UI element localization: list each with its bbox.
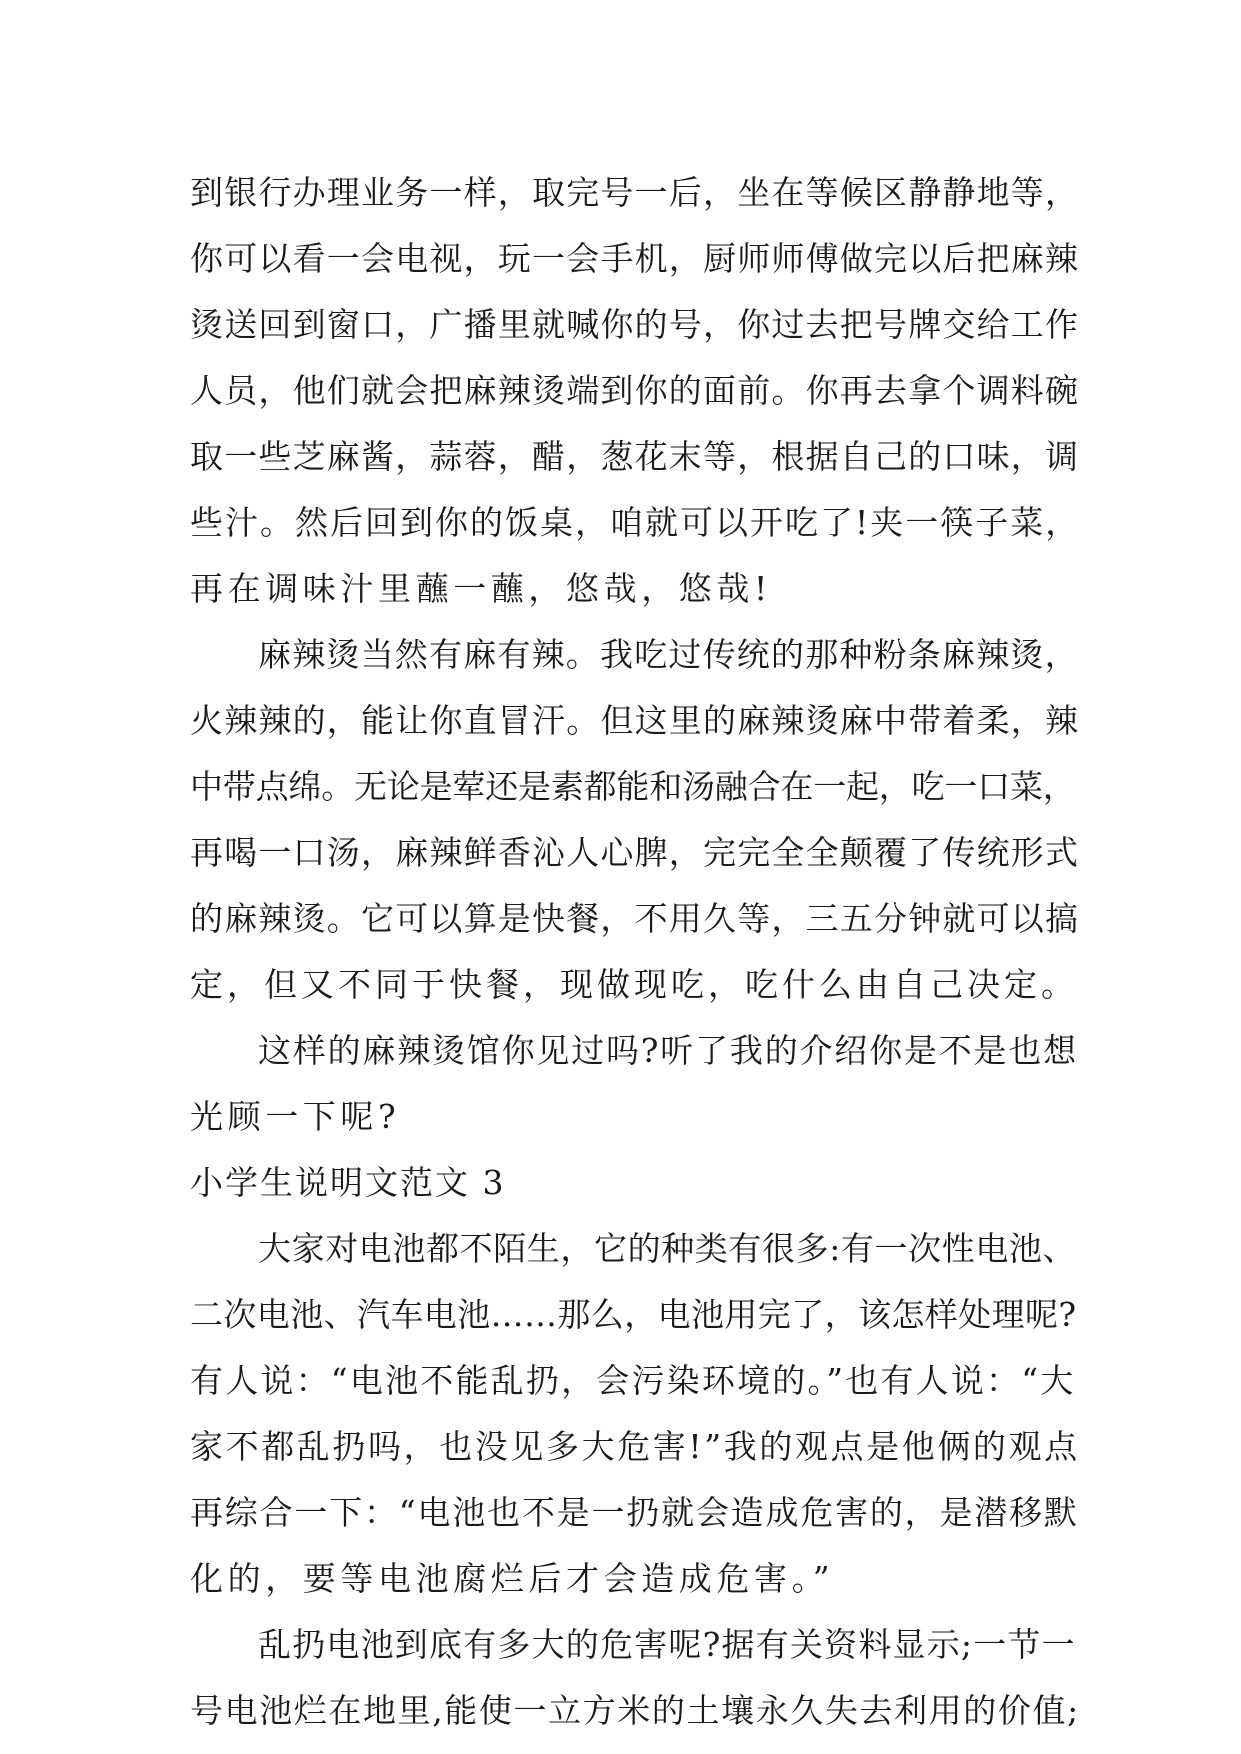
- text-line: 烫送回到窗口，广播里就喊你的号，你过去把号牌交给工作: [190, 305, 1080, 344]
- text-line: 定，但又不同于快餐，现做现吃，吃什么由自己决定。: [190, 965, 1078, 1004]
- text-line: 的麻辣烫。它可以算是快餐，不用久等，三五分钟就可以搞: [190, 899, 1080, 938]
- text-line: 化的，要等电池腐烂后才会造成危害。”: [190, 1559, 835, 1598]
- paragraph-first-line: 乱扔电池到底有多大的危害呢?据有关资料显示;一节一: [258, 1625, 1076, 1664]
- text-line: 火辣辣的，能让你直冒汗。但这里的麻辣烫麻中带着柔，辣: [190, 701, 1080, 740]
- text-line: 再喝一口汤，麻辣鲜香沁人心脾，完完全全颠覆了传统形式: [190, 833, 1080, 872]
- paragraph-first-line: 麻辣烫当然有麻有辣。我吃过传统的那种粉条麻辣烫，: [258, 635, 1079, 674]
- text-line: 家不都乱扔吗，也没见多大危害!”我的观点是他俩的观点: [190, 1427, 1080, 1466]
- text-line: 再综合一下：“电池也不是一扔就会造成危害的，是潜移默: [190, 1493, 1079, 1532]
- text-line: 光顾一下呢?: [190, 1097, 401, 1136]
- text-line: 中带点绵。无论是荤还是素都能和汤融合在一起，吃一口菜，: [190, 767, 1076, 806]
- text-line: 取一些芝麻酱，蒜蓉，醋，葱花末等，根据自己的口味，调: [190, 437, 1080, 476]
- text-line: 再在调味汁里蘸一蘸，悠哉，悠哉!: [190, 569, 772, 608]
- paragraph-first-line: 这样的麻辣烫馆你见过吗?听了我的介绍你是不是也想: [258, 1031, 1078, 1070]
- text-line: 些汁。然后回到你的饭桌，咱就可以开吃了!夹一筷子菜，: [190, 503, 1081, 542]
- text-line: 人员，他们就会把麻辣烫端到你的面前。你再去拿个调料碗: [190, 371, 1080, 410]
- text-line: 你可以看一会电视，玩一会手机，厨师师傅做完以后把麻辣: [190, 239, 1080, 278]
- section-heading: 小学生说明文范文 3: [190, 1163, 506, 1202]
- text-line: 二次电池、汽车电池……那么，电池用完了，该怎样处理呢?: [190, 1295, 1077, 1334]
- text-line: 到银行办理业务一样，取完号一后，坐在等候区静静地等，: [190, 173, 1080, 212]
- paragraph-first-line: 大家对电池都不陌生，它的种类有很多:有一次性电池、: [258, 1229, 1077, 1268]
- document-body: [190, 160, 1080, 1744]
- text-line: 号电池烂在地里,能使一立方米的土壤永久失去利用的价值;: [190, 1691, 1080, 1730]
- text-line: 有人说：“电池不能乱扔，会污染环境的。”也有人说：“大: [190, 1361, 1076, 1400]
